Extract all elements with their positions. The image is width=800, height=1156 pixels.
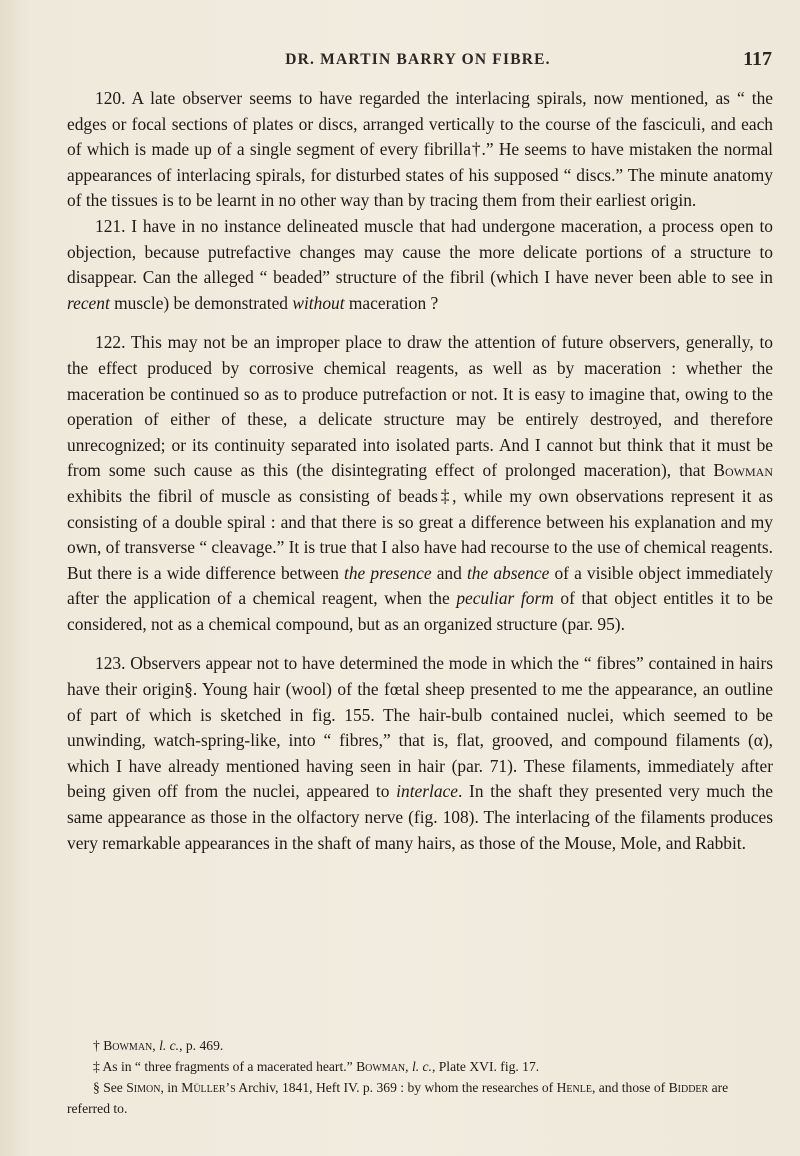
author-name: Bowman [103,1038,153,1053]
footnote-text: , in [160,1080,182,1095]
footnote-text: § See [93,1080,127,1095]
paragraph-text: of that object entitles it to be considered, not as a chemical compound, but as an organized structure (par. 95). [67,588,774,634]
paragraph-text: 122. This may not be an improper place to draw the attention of future observers, generally, to the effect produced by corrosive chemical reagents, as well as by maceration : whether the maceration be continued so as to produce putrefaction or not. It is easy to imagine that, owing to the operation of either of these, a delicate structure may be entirely destroyed, and therefore unrecognized; or its continuity separated into isolated parts. And I cannot but think that it must be from some such cause as this (the disintegrating effect of prolonged maceration), that [67,332,773,481]
footnote-double-dagger [67,1056,773,1077]
page-header [64,48,772,77]
paragraph-text: and [431,562,467,583]
footnote-text: † [93,1038,104,1053]
footnote-dagger [67,1035,773,1056]
footnote-section [67,1077,773,1119]
footnote-text: , Plate XVI. fig. 17. [431,1059,540,1074]
footnote-text: ‡ As in “ three fragments of a macerated heart.” [93,1059,357,1074]
footnotes [67,1035,773,1119]
italic-text: the presence [344,562,432,583]
paragraph-text: of a visible object immediately after the application of a chemical reagent, when the [67,562,773,609]
paragraph-text: . In the shaft they presented very much the same appearance as those in the olfactory nerve (fig. 108). The interlacing of the filaments produces very remarkable appearances in the shaft of many hairs, as those of the Mouse, Mole, and Rabbit. [67,781,773,853]
footnote-text: , p. 469. [179,1038,224,1053]
italic-text: the absence [466,562,550,583]
paragraph-text: muscle) be demonstrated [109,292,293,313]
paragraph-text: maceration ? [344,292,439,313]
italic-text: peculiar form [456,588,554,609]
paragraph-120 [67,86,773,214]
italic-text: without [292,292,345,313]
author-name: Müller’s [181,1080,236,1095]
paragraph-text: 123. Observers appear not to have determined the mode in which the “ fibres” contained in hairs have their origin§. Young hair (wool) of the fœtal sheep presented to me the appearance, an outline of part of which is sketched in fig. 155. The hair-bulb contained nuclei, which seemed to be unwinding, watch-spring-like, into “ fibres,” that is, flat, grooved, and compound filaments (α), which I have already mentioned having seen in hair (par. 71). These filaments, immediately after being given off from the nuclei, appeared to [67,653,773,802]
paragraph-text: exhibits the fibril of muscle as consisting of beads‡, while my own observations represent it as consisting of a double spiral : and that there is so great a difference between his explanation and my own, of transverse “ cleavage.” It is true that I also have had recourse to the use of chemical reagents. But there is a wide difference between [67,485,773,583]
running-head: DR. MARTIN BARRY ON FIBRE. [285,51,551,68]
author-name: Bowman [356,1059,406,1074]
author-name: Bidder [668,1080,709,1095]
footnote-text: Archiv, 1841, Heft IV. p. 369 : by whom the researches of [235,1080,557,1095]
footnote-text: , and those of [591,1080,669,1095]
paragraph-121 [67,214,773,316]
page-number: 117 [743,48,772,70]
author-name: Bowman [713,460,773,481]
italic-text: l. c. [411,1059,432,1074]
paragraph-123 [67,651,773,856]
italic-text: l. c. [159,1038,180,1053]
footnote-text: are referred to. [67,1080,729,1116]
italic-text: interlace [396,781,458,802]
footnote-text: , [405,1059,412,1074]
body-text [67,86,773,856]
paragraph-122 [67,330,773,637]
italic-text: recent [67,292,110,313]
paragraph-text: 120. A late observer seems to have regarded the interlacing spirals, now mentioned, as “ the edges or focal sections of plates or discs, arranged vertically to the course of the fasciculi, and each of which is made up of a single segment of every fibrilla†.” He seems to have mistaken the normal appearances of interlacing spirals, for disturbed states of his supposed “ discs.” The minute anatomy of the tissues is to be learnt in no other way than by tracing them from their earliest origin. [67,88,773,211]
footnote-text: , [152,1038,160,1053]
author-name: Simon [126,1080,161,1095]
author-name: Henle [556,1080,592,1095]
paragraph-text: 121. I have in no instance delineated muscle that had undergone maceration, a process open to objection, because putrefactive changes may cause the more delicate portions of a structure to disappear. Can the alleged “ beaded” structure of the fibril (which I have never been able to see in [67,215,773,288]
